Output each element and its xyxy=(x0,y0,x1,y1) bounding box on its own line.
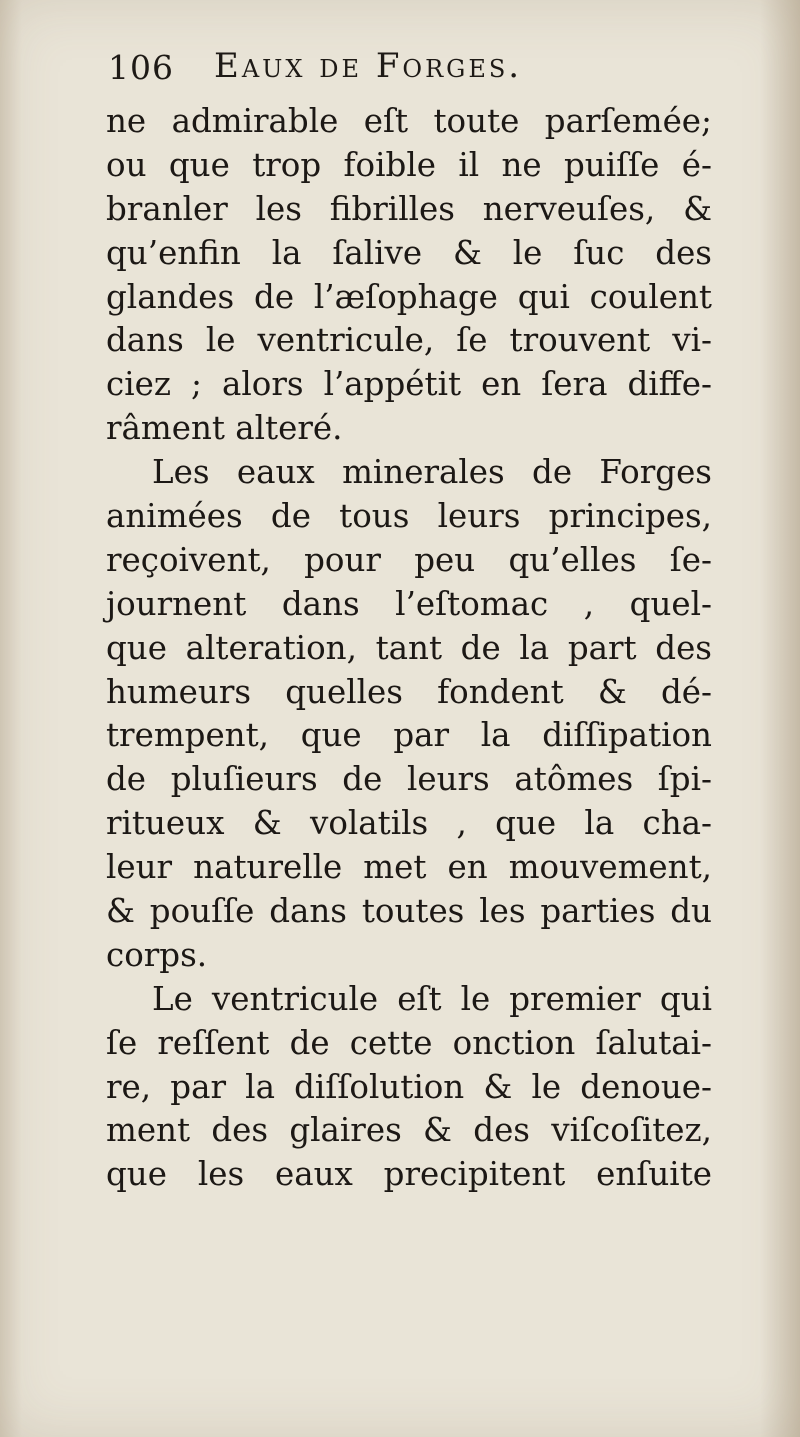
text-line: animées de tous leurs principes, xyxy=(106,497,712,536)
text-line: trempent, que par la diſſipation xyxy=(106,716,712,755)
text-line: Le ventricule eſt le premier qui xyxy=(152,979,712,1018)
text-line: qu’enfin la ſalive & le ſuc des xyxy=(106,233,712,272)
text-line: journent dans l’eſtomac , quel- xyxy=(106,584,712,623)
text-line: corps. xyxy=(106,935,208,974)
text-line: ſe reſſent de cette onction ſalutai- xyxy=(106,1023,712,1062)
text-line: dans le ventricule, ſe trouvent vi- xyxy=(106,321,712,360)
text-line: & pouſſe dans toutes les parties du xyxy=(106,892,712,931)
text-line: branler les fibrilles nerveuſes, & xyxy=(106,189,712,228)
running-title: Eaux de Forges. xyxy=(214,46,523,86)
text-line: ne admirable eſt toute parſemée; xyxy=(106,102,712,140)
text-line: leur naturelle met en mouvement, xyxy=(106,848,712,887)
text-line: de pluſieurs de leurs atômes ſpi- xyxy=(106,760,712,799)
text-line: que alteration, tant de la part des xyxy=(106,628,712,667)
page-header xyxy=(108,44,728,98)
text-line: que les eaux precipitent enſuite xyxy=(106,1155,712,1194)
body-text xyxy=(106,100,712,1197)
text-line: re, par la diſſolution & le denoue- xyxy=(106,1067,712,1106)
text-line: ritueux & volatils , que la cha- xyxy=(106,804,712,843)
page-number: 106 xyxy=(108,48,174,87)
text-line: ciez ; alors l’appétit en ſera diffe- xyxy=(106,365,712,404)
text-line: ment des glaires & des viſcoſitez, xyxy=(106,1111,712,1150)
text-line: râment alteré. xyxy=(106,409,343,448)
text-line: humeurs quelles fondent & dé- xyxy=(106,672,712,711)
text-line: glandes de l’æſophage qui coulent xyxy=(106,277,712,316)
text-line: ou que trop foible il ne puiſſe é- xyxy=(106,145,712,184)
text-line: Les eaux minerales de Forges xyxy=(152,453,712,492)
text-line: reçoivent, pour peu qu’elles ſe- xyxy=(106,540,712,579)
